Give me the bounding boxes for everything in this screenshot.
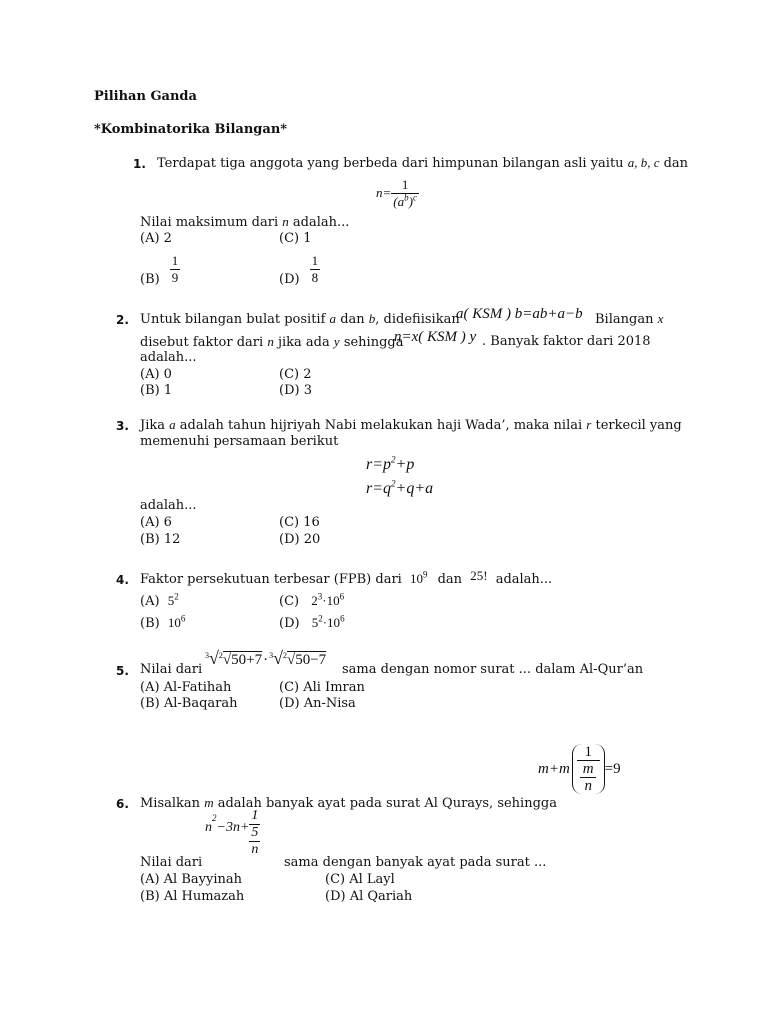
base: 5 xyxy=(311,615,319,630)
question-prompt: adalah... xyxy=(140,498,197,513)
power xyxy=(410,571,428,586)
radical-sign: √ xyxy=(209,648,219,668)
variable: a xyxy=(169,417,176,432)
value xyxy=(168,615,186,630)
index: 3 xyxy=(269,651,274,660)
text: Jika xyxy=(140,418,165,433)
option-b[interactable]: (B) 1 xyxy=(140,383,173,398)
text: adalah tahun hijriyah Nabi melakukan haji Wada’, maka nilai xyxy=(179,418,583,433)
radical-sign: √ xyxy=(273,648,283,668)
option-label: (A) xyxy=(140,594,160,609)
variable: m xyxy=(204,795,214,810)
option-a[interactable]: (A) Al Bayyinah xyxy=(140,872,242,887)
eq-lhs: m+m xyxy=(538,761,570,777)
eq-part: r=q xyxy=(366,480,392,497)
base: ·10 xyxy=(322,615,341,630)
index: 2 xyxy=(218,651,223,660)
eq-rhs: =9 xyxy=(604,761,621,777)
base: a xyxy=(397,193,405,209)
question-text-line-2 xyxy=(140,334,403,351)
equation-1 xyxy=(366,455,414,475)
option-b[interactable] xyxy=(140,248,180,288)
option-b[interactable]: (B) Al-Baqarah xyxy=(140,696,238,711)
factor-formula: n=x( KSM ) y xyxy=(394,329,477,345)
option-label: (D) xyxy=(279,616,300,631)
eq-part: r=p xyxy=(366,456,392,473)
option-a[interactable]: (A) 2 xyxy=(140,231,172,246)
question-text: sama dengan nomor surat ... dalam Al-Qur’an xyxy=(342,662,644,677)
text: sehingga xyxy=(343,335,404,350)
option-a[interactable]: (A) 0 xyxy=(140,367,172,382)
radical-expression xyxy=(205,648,326,670)
expr-part: n xyxy=(205,820,212,835)
text: jika ada xyxy=(277,335,330,350)
question-text: . Banyak faktor dari 2018 xyxy=(482,334,651,349)
option-d[interactable]: (D) 20 xyxy=(279,532,321,547)
variables: a, b, c xyxy=(627,155,660,170)
text: disebut faktor dari xyxy=(140,335,264,350)
option-label: (D) xyxy=(279,272,300,287)
question-text xyxy=(140,795,557,812)
numerator: 1 xyxy=(401,176,409,192)
option-d[interactable]: (D) An-Nisa xyxy=(279,696,356,711)
value xyxy=(311,593,344,608)
question-text-line-2: memenuhi persamaan berikut xyxy=(140,434,339,449)
fraction xyxy=(391,177,419,210)
eq-part: +q+a xyxy=(395,480,434,497)
eq-part: +p xyxy=(395,456,415,473)
exp: 6 xyxy=(340,613,345,624)
text: Untuk bilangan bulat positif xyxy=(140,312,326,327)
question-prompt: adalah... xyxy=(140,350,197,365)
option-d[interactable] xyxy=(279,248,320,288)
base: 10 xyxy=(409,571,423,586)
option-b[interactable]: (B) 12 xyxy=(140,532,181,547)
numerator: 1 xyxy=(584,744,592,760)
fraction xyxy=(310,253,321,286)
question-prompt: sama dengan banyak ayat pada surat ... xyxy=(284,855,547,870)
variable: b xyxy=(368,311,376,326)
text: Faktor persekutuan terbesar (FPB) dari xyxy=(140,572,402,587)
text: dan xyxy=(340,312,365,327)
inner-denominator: n xyxy=(580,777,596,794)
question-text xyxy=(140,311,460,328)
formula-n xyxy=(376,171,419,215)
question-text xyxy=(157,155,688,172)
option-c[interactable]: (C) 16 xyxy=(279,515,320,530)
middle: 5 xyxy=(251,825,259,840)
variable: a xyxy=(329,311,337,326)
text: Terdapat tiga anggota yang berbeda dari himpunan bilangan asli yaitu xyxy=(157,156,624,171)
text: adalah banyak ayat pada surat Al Qurays, sehingga xyxy=(217,796,557,811)
question-number: 5. xyxy=(116,664,129,678)
text: dan xyxy=(663,156,689,171)
parentheses xyxy=(572,744,605,794)
option-d[interactable]: (D) 3 xyxy=(279,383,312,398)
option-label: (C) xyxy=(279,594,300,609)
question-text xyxy=(595,311,663,328)
option-c[interactable]: (C) Ali Imran xyxy=(279,680,365,695)
exp: 3 xyxy=(317,591,323,602)
denominator xyxy=(577,760,600,794)
radicand: √50−7 xyxy=(286,652,327,668)
variable: x xyxy=(657,311,664,326)
factorial: 25! xyxy=(470,568,488,583)
variable: n xyxy=(282,214,289,229)
exp: 6 xyxy=(339,591,345,602)
option-b[interactable]: (B) Al Humazah xyxy=(140,889,245,904)
exp: 2 xyxy=(391,478,396,489)
question-number: 1. xyxy=(133,157,146,171)
option-a[interactable]: (A) Al-Fatihah xyxy=(140,680,232,695)
question-number: 6. xyxy=(116,797,129,811)
section-title: Pilihan Ganda xyxy=(94,89,197,104)
index: 2 xyxy=(282,651,287,660)
option-c[interactable]: (C) 2 xyxy=(279,367,312,382)
option-label: (B) xyxy=(140,616,160,631)
fraction xyxy=(577,744,600,794)
expression: n 2 −3n+ 1 5 n xyxy=(205,808,259,857)
option-label: (B) xyxy=(140,272,160,287)
dot: · xyxy=(263,652,269,668)
fraction xyxy=(170,253,181,286)
numerator: 1 xyxy=(251,808,259,823)
radicand: √50+7 xyxy=(222,652,263,668)
text: adalah... xyxy=(495,572,553,587)
exp: 2 xyxy=(318,613,323,624)
option-c[interactable]: (C) Al Layl xyxy=(325,872,395,887)
base: ·10 xyxy=(322,593,340,608)
base: 10 xyxy=(167,615,181,630)
formula-lhs: n= xyxy=(376,185,392,200)
exp: c xyxy=(412,192,417,203)
question-number: 2. xyxy=(116,313,129,327)
fraction xyxy=(249,808,260,858)
question-prompt xyxy=(140,214,349,231)
denominator: 9 xyxy=(171,270,179,285)
text: dan xyxy=(437,572,463,587)
denominator: n xyxy=(251,842,259,857)
option-d[interactable]: (D) Al Qariah xyxy=(325,889,413,904)
variable: y xyxy=(333,334,340,349)
text: adalah... xyxy=(292,215,350,230)
inner-numerator: m xyxy=(582,761,594,777)
denominator: 8 xyxy=(311,270,319,285)
base: 2 xyxy=(311,593,318,608)
exp: 6 xyxy=(180,613,186,624)
option-a[interactable] xyxy=(140,593,179,610)
exp: 2 xyxy=(391,454,396,465)
exp: 2 xyxy=(174,591,179,602)
exp: 9 xyxy=(422,569,428,580)
numerator: 1 xyxy=(171,253,179,268)
text: Bilangan xyxy=(595,312,654,327)
question-prompt: Nilai dari xyxy=(140,855,203,870)
option-c[interactable]: (C) 1 xyxy=(279,231,312,246)
equation-2 xyxy=(366,479,433,499)
exp: b xyxy=(404,192,409,203)
option-c[interactable] xyxy=(279,593,344,610)
subsection-title: *Kombinatorika Bilangan* xyxy=(94,122,288,137)
value xyxy=(168,593,179,608)
variable: n xyxy=(267,334,274,349)
expr-part: −3n+ xyxy=(216,820,250,835)
text: , didefiisikan xyxy=(375,312,460,327)
text: terkecil yang xyxy=(595,418,682,433)
text: Nilai maksimum dari xyxy=(140,215,279,230)
question-text xyxy=(140,417,682,434)
numerator: 1 xyxy=(311,253,319,268)
question-text xyxy=(140,568,553,588)
option-d[interactable] xyxy=(279,615,345,632)
option-a[interactable]: (A) 6 xyxy=(140,515,172,530)
question-number: 3. xyxy=(116,419,129,433)
text: Misalkan xyxy=(140,796,201,811)
value xyxy=(312,615,345,630)
variable: r xyxy=(586,417,592,432)
base: 5 xyxy=(167,593,175,608)
question-text: Nilai dari xyxy=(140,662,203,677)
denominator: $(a^b)^c$ xyxy=(393,192,417,209)
definition-formula: a( KSM ) b=ab+a−b xyxy=(456,306,583,322)
question-number: 4. xyxy=(116,573,129,587)
option-b[interactable] xyxy=(140,615,185,632)
index: 3 xyxy=(205,651,209,660)
